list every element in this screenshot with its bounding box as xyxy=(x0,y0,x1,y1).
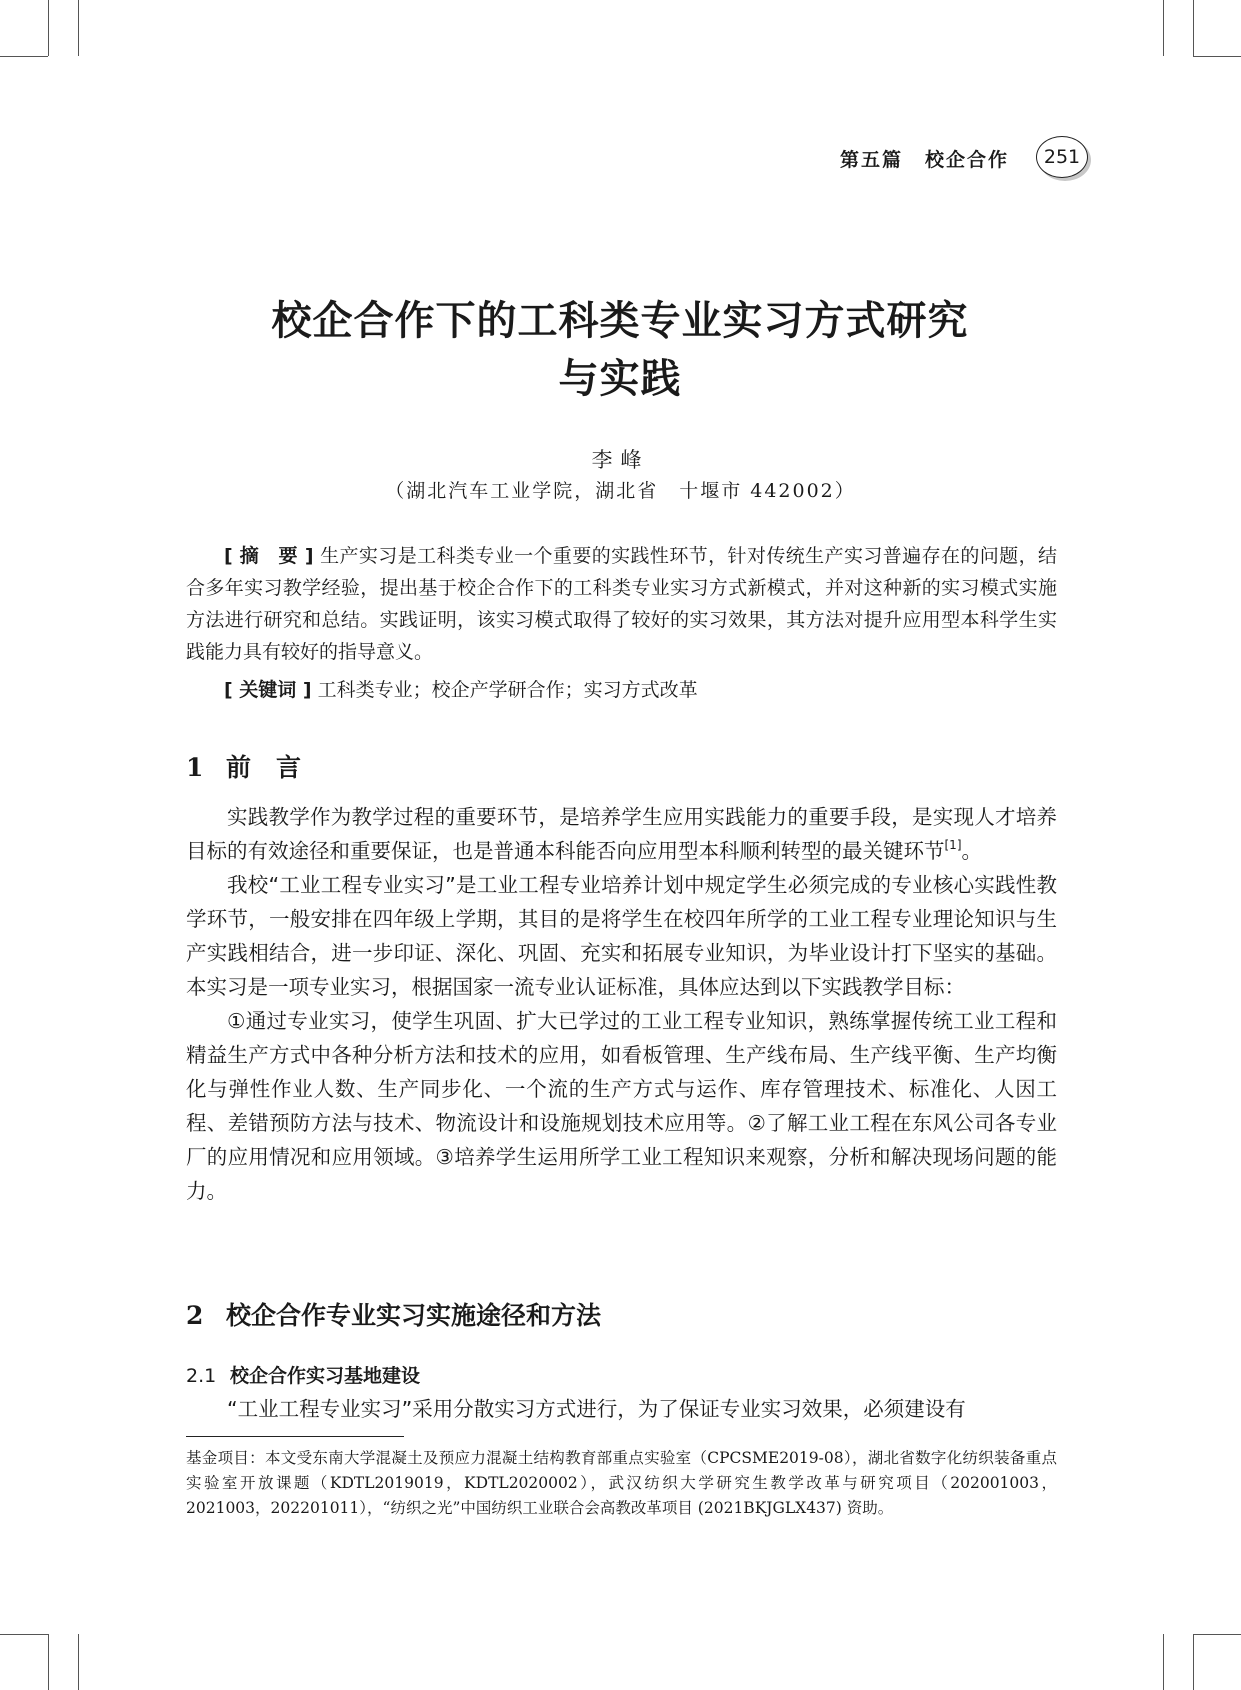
keywords-paragraph xyxy=(186,674,1057,706)
crop-mark xyxy=(48,0,49,56)
abstract-text: 生产实习是工科类专业一个重要的实践性环节，针对传统生产实习普遍存在的问题，结合多年实习教学经验，提出基于校企合作下的工科类专业实习方式新模式，并对这种新的实习模式实施方法进行研究和总结。实践证明，该实习模式取得了较好的实习效果，其方法对提升应用型本科学生实践能力具有较好的指导意义。 xyxy=(186,545,1057,663)
section-number: 2 xyxy=(186,1301,204,1330)
article-title xyxy=(150,292,1090,408)
section-2-body xyxy=(186,1392,1057,1426)
title-line-2: 与实践 xyxy=(558,356,682,402)
subsection-heading-2-1 xyxy=(186,1361,1057,1388)
running-head xyxy=(840,145,1009,172)
section-heading-2 xyxy=(186,1296,1057,1332)
section-title: 校企合作专业实习实施途径和方法 xyxy=(226,1301,602,1330)
page-number-badge xyxy=(1036,136,1088,178)
paragraph-end: 。 xyxy=(961,839,982,863)
body-paragraph xyxy=(186,800,1057,868)
section-number: 1 xyxy=(186,753,204,782)
crop-mark xyxy=(0,1634,48,1635)
keywords-label: [ 关键词 ] xyxy=(224,679,312,701)
footnote: 基金项目：本文受东南大学混凝土及预应力混凝土结构教育部重点实验室（CPCSME2019-08），湖北省数字化纺织装备重点实验室开放课题（KDTL2019019，KDTL2020002），武汉纺织大学研究生教学改革与研究项目（202001003，2021003，202201011），“纺织之光”中国纺织工业联合会高教改革项目 (2021BKJGLX437) 资助。 xyxy=(186,1449,1057,1517)
abstract-label: [ 摘 要 ] xyxy=(224,545,314,567)
paragraph-text: 实践教学作为教学过程的重要环节，是培养学生应用实践能力的重要手段，是实现人才培养目标的有效途径和重要保证，也是普通本科能否向应用型本科顺利转型的最关键环节 xyxy=(186,805,1057,863)
citation-ref: [1] xyxy=(944,838,962,852)
affiliation: （湖北汽车工业学院，湖北省 十堰市 442002） xyxy=(385,480,856,502)
abstract xyxy=(186,540,1057,706)
crop-mark xyxy=(78,0,79,56)
crop-mark xyxy=(1193,1634,1241,1635)
section-1-body xyxy=(186,800,1057,1208)
subsection-number: 2.1 xyxy=(186,1365,217,1387)
running-head-section: 校企合作 xyxy=(924,149,1009,171)
body-paragraph: ①通过专业实习，使学生巩固、扩大已学过的工业工程专业知识，熟练掌握传统工业工程和精益生产方式中各种分析方法和技术的应用，如看板管理、生产线布局、生产线平衡、生产均衡化与弹性作业人数、生产同步化、一个流的生产方式与运作、库存管理技术、标准化、人因工程、差错预防方法与技术、物流设计和设施规划技术应用等。②了解工业工程在东风公司各专业厂的应用情况和应用领域。③培养学生运用所学工业工程知识来观察，分析和解决现场问题的能力。 xyxy=(186,1009,1057,1203)
crop-mark xyxy=(1193,56,1241,57)
crop-mark xyxy=(1193,1634,1194,1690)
subsection-title: 校企合作实习基地建设 xyxy=(230,1365,421,1387)
crop-mark xyxy=(48,1634,49,1690)
section-heading-1 xyxy=(186,748,1057,784)
crop-mark xyxy=(1163,1634,1164,1690)
running-head-part: 第五篇 xyxy=(839,149,903,171)
crop-mark xyxy=(1163,0,1164,56)
crop-mark xyxy=(78,1634,79,1690)
body-paragraph: “工业工程专业实习”采用分散实习方式进行，为了保证专业实习效果，必须建设有 xyxy=(227,1397,966,1421)
keywords-text: 工科类专业；校企产学研合作；实习方式改革 xyxy=(317,679,698,701)
page-number: 251 xyxy=(1043,146,1081,168)
crop-mark xyxy=(1193,0,1194,56)
body-paragraph: 我校“工业工程专业实习”是工业工程专业培养计划中规定学生必须完成的专业核心实践性教学环节，一般安排在四年级上学期，其目的是将学生在校四年所学的工业工程专业理论知识与生产实践相结合，进一步印证、深化、巩固、充实和拓展专业知识，为毕业设计打下坚实的基础。本实习是一项专业实习，根据国家一流专业认证标准，具体应达到以下实践教学目标： xyxy=(186,873,1057,999)
crop-mark xyxy=(0,56,48,57)
footnote-rule xyxy=(186,1436,404,1437)
section-title: 前 言 xyxy=(226,753,302,782)
title-line-1: 校企合作下的工科类专业实习方式研究 xyxy=(271,298,969,344)
abstract-paragraph xyxy=(186,540,1057,668)
author: 李峰 xyxy=(591,448,650,472)
